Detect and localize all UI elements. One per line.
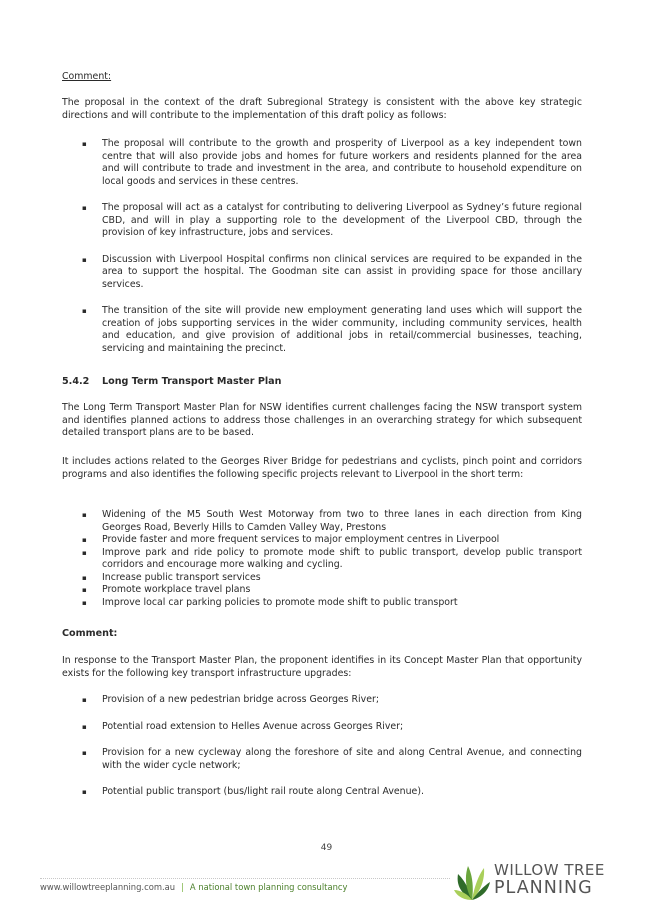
section2-para3: In response to the Transport Master Plan, the proponent identifies in its Concept Master Plan that opportunity exists for the following key transport infrastructure upgrades:: [62, 655, 582, 679]
list-item: ▪ The proposal will contribute to the growth and prosperity of Liverpool as a key independent town centre that will also provide jobs and homes for future workers and residents planned for the area and will contribute to trade and investment in the area, and contribute to household expenditure on local goods and services in these centres.: [82, 138, 582, 187]
footer: [40, 882, 347, 892]
section-title: Long Term Transport Master Plan: [102, 376, 282, 387]
bullet-icon: ▪: [82, 204, 87, 212]
section-number: 5.4.2: [62, 376, 90, 387]
bullet-icon: ▪: [82, 140, 87, 148]
list-item: ▪ Improve park and ride policy to promote mode shift to public transport, develop public transport corridors and encourage more walking and cycling.: [82, 546, 582, 570]
page-number: 49: [320, 843, 333, 853]
list-item: ▪ Promote workplace travel plans: [82, 584, 251, 595]
section2-bullet-list: [62, 509, 582, 609]
bullet-icon: ▪: [82, 536, 87, 544]
bullet-icon: ▪: [82, 307, 87, 315]
list-item: ▪ Provision of a new pedestrian bridge across Georges River;: [82, 694, 379, 705]
footer-separator: |: [181, 882, 184, 892]
company-logo: [452, 860, 627, 904]
list-item: ▪ Provide faster and more frequent services to major employment centres in Liverpool: [82, 534, 500, 545]
list-item: ▪ The proposal will act as a catalyst for contributing to delivering Liverpool as Sydney’s future regional CBD, and will in play a supporting role to the development of the Liverpool CBD, through the provision of key infrastructure, jobs and services.: [82, 202, 582, 238]
bullet-icon: ▪: [82, 788, 87, 796]
list-item: ▪ Widening of the M5 South West Motorway from two to three lanes in each direction from King Georges Road, Beverly Hills to Camden Valley Way, Prestons: [82, 509, 582, 533]
section1-bullet-list: [62, 138, 582, 355]
section2-para1: The Long Term Transport Master Plan for NSW identifies current challenges facing the NSW transport system and identifies planned actions to address those challenges in an overarching strategy for which subsequent detailed transport plans are to be based.: [62, 402, 582, 438]
list-item: ▪ The transition of the site will provide new employment generating land uses which will support the creation of jobs supporting services in the wider community, including community services, health and education, and give provision of additional jobs in retail/commercial businesses, teaching, servicing and maintaining the precinct.: [82, 305, 582, 354]
list-item: ▪ Improve local car parking policies to promote mode shift to public transport: [82, 596, 458, 608]
bullet-icon: ▪: [82, 749, 87, 757]
list-item: ▪ Potential public transport (bus/light rail route along Central Avenue).: [82, 786, 424, 797]
list-item: ▪ Increase public transport services: [82, 571, 261, 583]
list-item: ▪ Provision for a new cycleway along the foreshore of site and along Central Avenue, and connecting with the wider cycle network;: [82, 747, 582, 771]
bullet-icon: ▪: [82, 722, 87, 731]
footer-tagline: A national town planning consultancy: [189, 882, 348, 892]
bullet-icon: ▪: [82, 598, 87, 607]
comment-label-1: Comment:: [62, 71, 112, 82]
list-item: ▪ Potential road extension to Helles Avenue across Georges River;: [82, 720, 404, 732]
bullet-icon: ▪: [82, 255, 87, 264]
logo-line1: WILLOW TREE: [494, 861, 605, 879]
footer-divider: [40, 878, 450, 879]
bullet-icon: ▪: [82, 548, 87, 557]
list-item: ▪ Discussion with Liverpool Hospital confirms non clinical services are required to be expanded in the area to support the hospital. The Goodman site can assist in providing space for those ancillary services.: [82, 253, 582, 290]
bullet-icon: ▪: [82, 586, 87, 594]
comment-label-2: Comment:: [62, 628, 118, 639]
section1-intro: The proposal in the context of the draft Subregional Strategy is consistent with the above key strategic directions and will contribute to the implementation of this draft policy as follows:: [62, 97, 582, 121]
section2-upgrades-list: [62, 694, 582, 799]
bullet-icon: ▪: [82, 511, 87, 519]
section2-para2: It includes actions related to the Georges River Bridge for pedestrians and cyclists, pinch point and corridors programs and also identifies the following specific projects relevant to Liverpool in the short term:: [62, 456, 582, 480]
bullet-icon: ▪: [82, 696, 87, 704]
footer-website-link[interactable]: www.willowtreeplanning.com.au: [40, 882, 176, 892]
leaf-cluster-icon: [452, 860, 492, 904]
bullet-icon: ▪: [82, 573, 87, 582]
logo-line2: PLANNING: [494, 878, 593, 898]
section-heading: [62, 376, 281, 387]
logo-wordmark: [494, 862, 605, 898]
